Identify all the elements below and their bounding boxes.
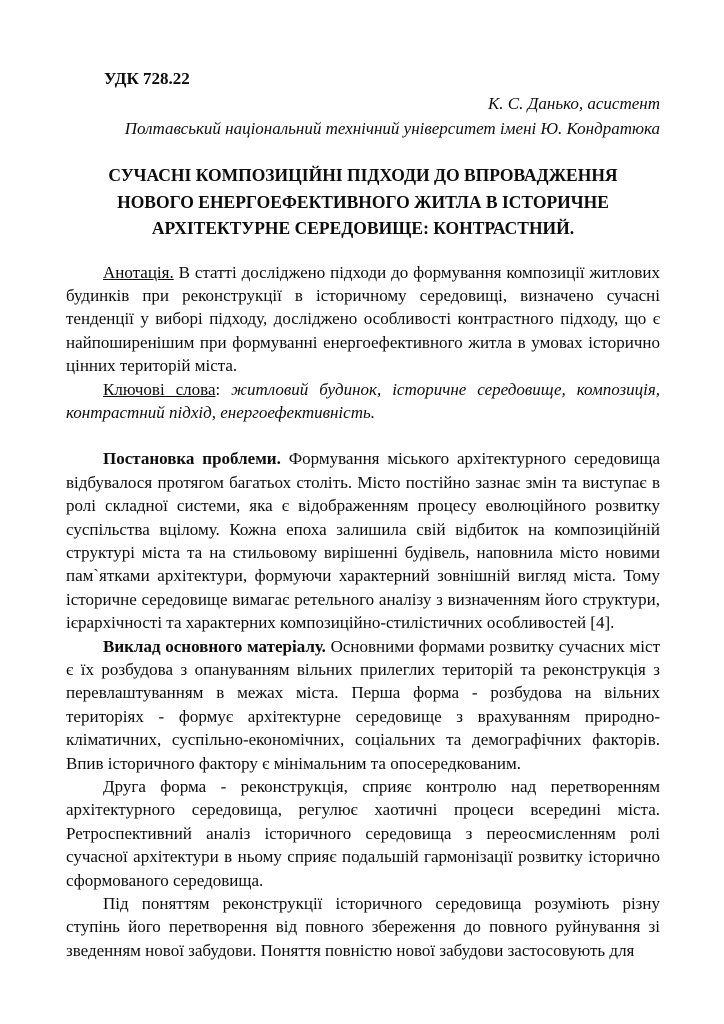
- paragraph-main-material: [66, 635, 660, 775]
- affiliation-line: Полтавський національний технічний університет імені Ю. Кондратюка: [124, 119, 660, 138]
- article-title-line-1: СУЧАСНІ КОМПОЗИЦІЙНІ ПІДХОДИ ДО ВПРОВАДЖЕННЯ: [108, 165, 618, 185]
- article-title-line-3: АРХІТЕКТУРНЕ СЕРЕДОВИЩЕ: КОНТРАСТНИЙ.: [151, 218, 575, 238]
- article-body: [66, 261, 660, 963]
- article-title-line-2: НОВОГО ЕНЕРГОЕФЕКТИВНОГО ЖИТЛА В ІСТОРИЧНЕ: [117, 191, 609, 212]
- abstract-label: Анотація.: [103, 262, 174, 282]
- paragraph-lead: Постановка проблеми.: [103, 449, 281, 469]
- keywords-label: Ключові слова: [103, 379, 216, 399]
- keywords-paragraph: [66, 378, 660, 425]
- abstract-text: В статті досліджено підходи до формування композиції житлових будинків при реконструкції в історичному середовищі, визначено сучасні тенденції у виборі підходу, досліджено особливості контрастного підходу, що є найпоширенішим при формуванні енергоефективного житла в умовах історично цінних територій міста.: [66, 262, 660, 376]
- paragraph-reconstruction-concept: [66, 892, 660, 962]
- byline: [66, 91, 660, 141]
- author-line: К. С. Данько, асистент: [487, 94, 660, 113]
- paragraph-problem-statement: [66, 447, 660, 634]
- paragraph-text: Під поняттям реконструкції історичного середовища розуміють різну ступінь його перетворення від повного збереження до повного руйнування зі зведенням нової забудови. Поняття повністю нової забудови застосовують для: [66, 894, 660, 960]
- article-title: [66, 162, 660, 242]
- paragraph-second-form: [66, 775, 660, 892]
- paragraph-text: Формування міського архітектурного середовища відбувалося протягом багатьох століть. Місто постійно зазнає змін та виступає в ролі складної системи, яка є відображенням процесу еволюційного розвитку суспільства вцілому. Кожна епоха залишила свій відбиток на композиційній структурі міста та на стильовому вирішенні будівель, наповнила місто новими пам`ятками архітектури, формуючи характерний зовнішній вигляд міста. Тому історичне середовище вимагає ретельного аналізу з визначенням його структури, ієрархічності та характерних композиційно-стилістичних особливостей [4].: [66, 449, 660, 633]
- paragraph-lead: Виклад основного матеріалу.: [103, 636, 326, 656]
- udc-code: УДК 728.22: [104, 69, 190, 88]
- keywords-separator: :: [215, 379, 232, 399]
- paragraph-text: Друга форма - реконструкція, сприяє контролю над перетворенням архітектурного середовища, регулює хаотичні процеси всередині міста. Ретроспективний аналіз історичного середовища з переосмисленням ролі сучасної архітектури в ньому сприяє подальшій гармонізації розвитку історично сформованого середовища.: [66, 777, 660, 890]
- paragraph-text: Основними формами розвитку сучасних міст є їх розбудова з опануванням вільних прилеглих територій та реконструкція з перевлаштуванням в межах міста. Перша форма - розбудова на вільних територіях - формує архітектурне середовище з врахуванням природно-кліматичних, суспільно-економічних, соціальних та демографічних факторів. Впив історичного фактору є мінімальним та опосередкованим.: [66, 636, 660, 773]
- abstract-paragraph: [66, 261, 660, 378]
- keywords-text: житловий будинок, історичне середовище, композиція, контрастний підхід, енергоефективність.: [66, 379, 661, 422]
